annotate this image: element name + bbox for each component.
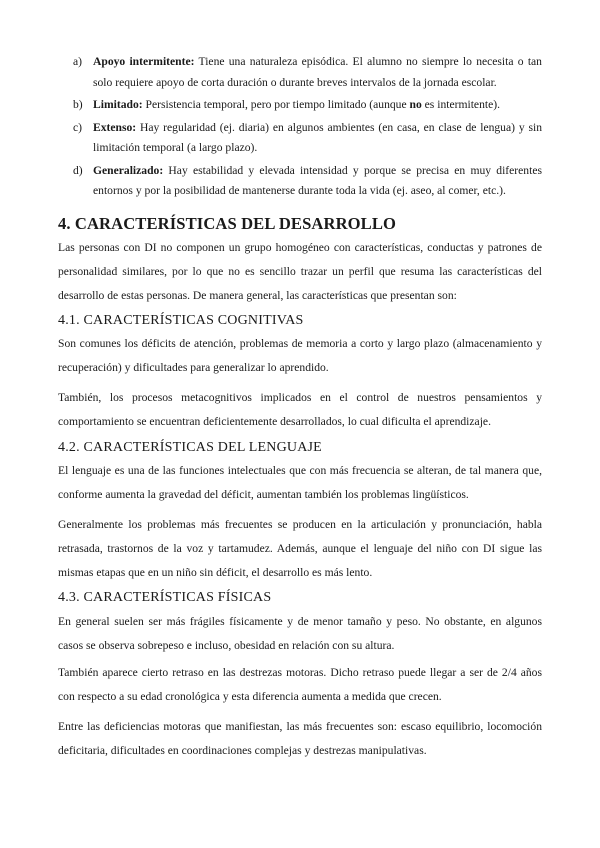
support-levels-list [58, 52, 542, 204]
list-text: Hay regularidad (ej. diaria) en algunos ambientes (en casa, en clase de lengua) y sin limitación temporal (a largo plazo). [93, 120, 542, 154]
list-item [58, 118, 542, 159]
section-4-heading: 4. CARACTERÍSTICAS DEL DESARROLLO [58, 214, 397, 233]
section-4-1-paragraph-2: También, los procesos metacognitivos implicados en el control de nuestros pensamientos y comportamiento se encuentran deficientemente desarrollados, lo cual dificulta el aprendizaje. [58, 391, 542, 428]
section-4-3-heading: 4.3. CARACTERÍSTICAS FÍSICAS [58, 590, 272, 605]
list-marker: d) [73, 163, 83, 177]
list-text: Hay estabilidad y elevada intensidad y porque se precisa en muy diferentes entornos y por la posibilidad de mantenerse durante toda la vida (ej. aseo, al comer, etc.). [93, 163, 542, 197]
list-item [58, 52, 542, 93]
section-4-3-paragraph-1: En general suelen ser más frágiles físicamente y de menor tamaño y peso. No obstante, en algunos casos se observa sobrepeso e incluso, obesidad en relación con su altura. [58, 615, 542, 652]
section-4-2-heading: 4.2. CARACTERÍSTICAS DEL LENGUAJE [58, 440, 322, 455]
list-text: Persistencia temporal, pero por tiempo limitado (aunque [142, 98, 410, 111]
section-4-2-paragraph-1: El lenguaje es una de las funciones intelectuales que con más frecuencia se alteran, de tal manera que, conforme aumenta la gravedad del déficit, aumentan también los problemas lingüísticos. [58, 464, 542, 501]
list-item [58, 161, 542, 202]
section-4-1-heading: 4.1. CARACTERÍSTICAS COGNITIVAS [58, 313, 304, 328]
section-4-intro: Las personas con DI no componen un grupo homogéneo con características, conductas y patrones de personalidad similares, por lo que no es sencillo trazar un perfil que resuma las características del desarrollo de estas personas. De manera general, las características que presentan son: [58, 241, 542, 302]
list-term: Extenso: [93, 120, 137, 134]
list-text: Tiene una naturaleza episódica. El alumno no siempre lo necesita o tan solo requiere apoyo de corta duración o durante breves intervalos de la jornada escolar. [93, 55, 542, 89]
section-4-3-paragraph-2: También aparece cierto retraso en las destrezas motoras. Dicho retraso puede llegar a ser de 2/4 años con respecto a su edad cronológica y esta diferencia aumenta a medida que crecen. [58, 666, 542, 703]
list-item [58, 95, 542, 116]
list-marker: a) [73, 55, 83, 68]
list-marker: c) [73, 120, 83, 134]
list-term: Limitado: [93, 98, 143, 111]
list-marker: b) [73, 98, 83, 111]
emphasis-word: no [409, 98, 422, 111]
section-4-1-paragraph-1: Son comunes los déficits de atención, problemas de memoria a corto y largo plazo (almacenamiento y recuperación) y dificultades para generalizar lo aprendido. [58, 337, 542, 374]
list-term: Apoyo intermitente: [93, 55, 195, 68]
list-text: es intermitente). [421, 98, 500, 111]
list-term: Generalizado: [93, 163, 164, 177]
section-4-2-paragraph-2: Generalmente los problemas más frecuentes se producen en la articulación y pronunciación, habla retrasada, trastornos de la voz y tartamudez. Además, aunque el lenguaje del niño con DI sigue las mismas etapas que en un niño sin déficit, el desarrollo es más lento. [58, 518, 542, 579]
section-4-3-paragraph-3: Entre las deficiencias motoras que manifiestan, las más frecuentes son: escaso equilibrio, locomoción deficitaria, dificultades en coordinaciones complejas y destrezas manipulativas. [58, 720, 542, 757]
